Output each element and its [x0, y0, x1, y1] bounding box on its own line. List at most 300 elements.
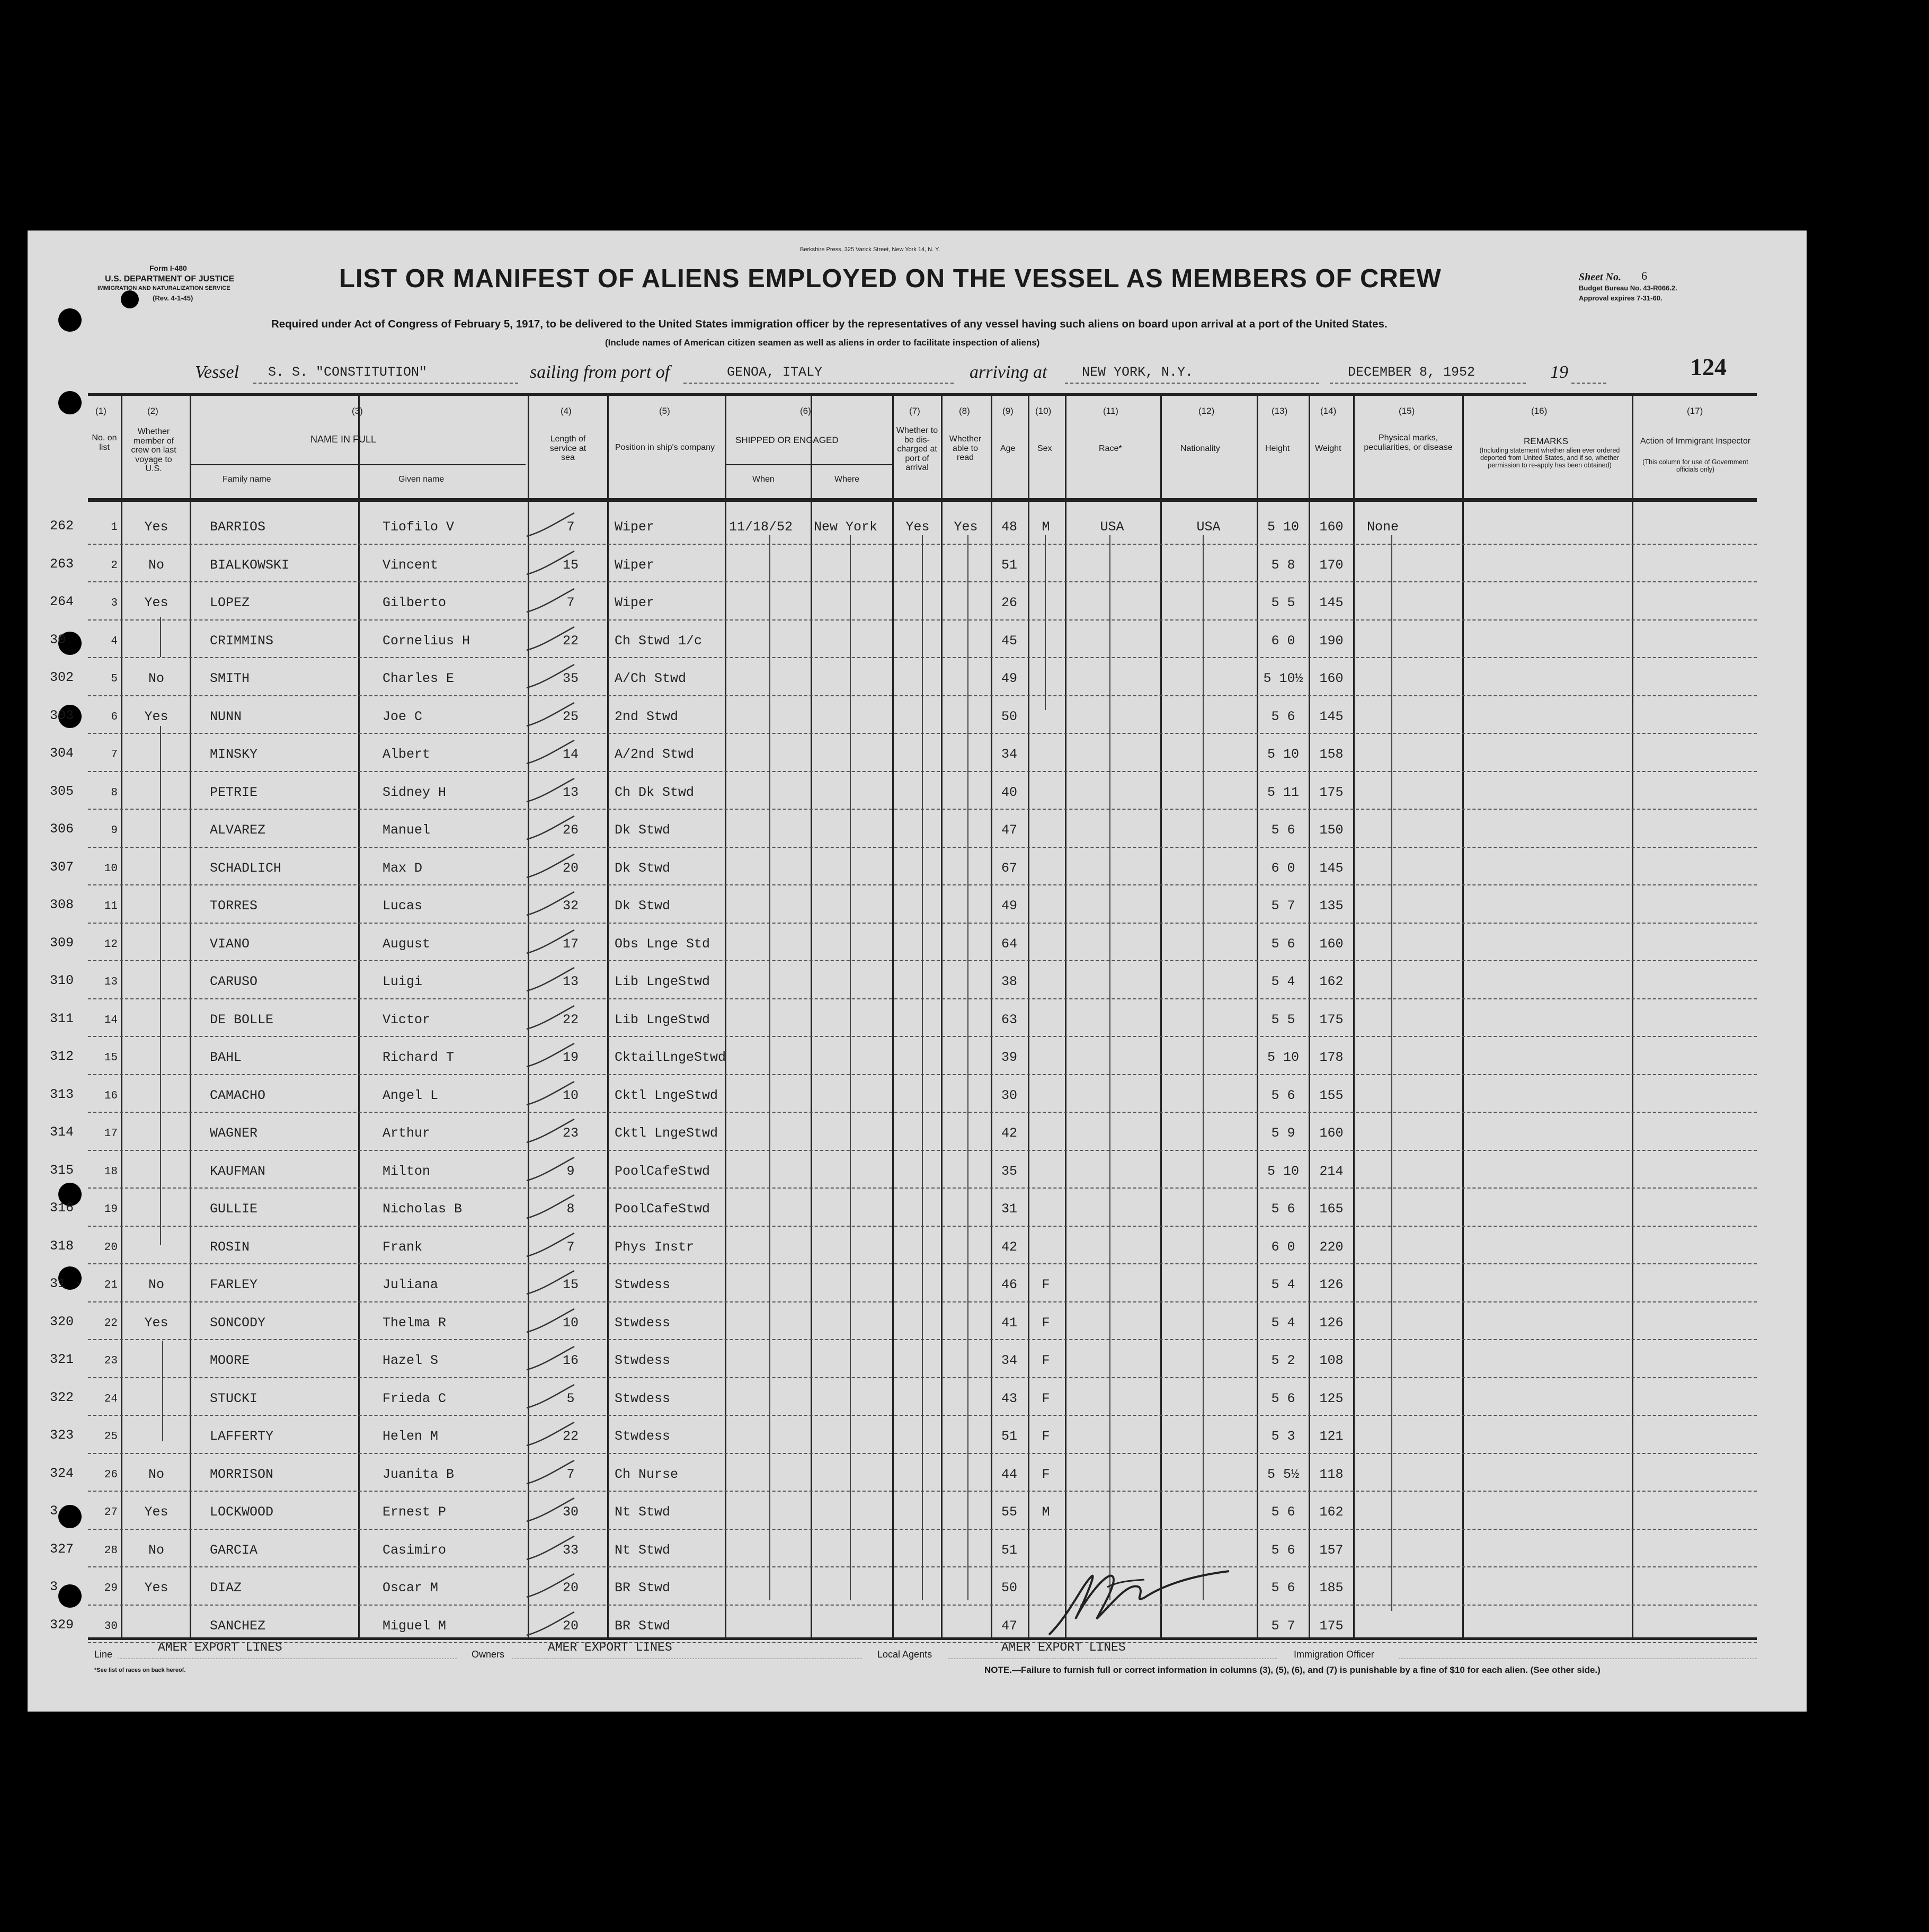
check-tick-mark — [521, 1117, 580, 1149]
service-length: 22 — [562, 633, 579, 649]
ditto-mark — [1109, 535, 1110, 1600]
family-name: BIALKOWSKI — [210, 557, 290, 573]
last-voyage: No — [148, 1466, 164, 1482]
age: 49 — [1001, 898, 1017, 914]
punch-hole — [58, 391, 82, 414]
given-name: Richard T — [383, 1050, 455, 1065]
row-separator — [88, 1642, 1757, 1643]
weight: 220 — [1319, 1239, 1344, 1255]
col8-number: (8) — [959, 406, 970, 416]
height: 5 6 — [1271, 1542, 1295, 1558]
given-name: Helen M — [383, 1429, 439, 1444]
service-length: 20 — [562, 860, 579, 876]
ditto-mark — [160, 726, 161, 1245]
sheet-label: Sheet No. — [1579, 271, 1621, 283]
age: 48 — [1001, 519, 1017, 535]
given-name: Thelma R — [383, 1315, 447, 1331]
service-length: 7 — [566, 519, 575, 535]
given-name: Luigi — [383, 974, 423, 989]
position: Cktl LngeStwd — [615, 1125, 718, 1141]
given-name: Lucas — [383, 898, 423, 914]
age: 51 — [1001, 1542, 1017, 1558]
col17-label: Action of Immigrant Inspector — [1640, 437, 1751, 446]
weight: 155 — [1319, 1087, 1344, 1103]
reference-number: 311 — [50, 1011, 74, 1026]
handwritten-signature — [1038, 1555, 1250, 1640]
sex: F — [1042, 1466, 1050, 1482]
check-tick-mark — [521, 1458, 580, 1490]
check-tick-mark — [521, 890, 580, 921]
check-tick-mark — [521, 1231, 580, 1263]
given-name: Cornelius H — [383, 633, 470, 649]
col1-number: (1) — [95, 406, 106, 416]
service-length: 22 — [562, 1429, 579, 1444]
service-length: 25 — [562, 708, 579, 724]
column-divider — [892, 393, 894, 1637]
reference-number: 318 — [50, 1238, 74, 1254]
weight: 145 — [1319, 708, 1344, 724]
row-number: 24 — [104, 1393, 118, 1405]
vessel-label: Vessel — [195, 362, 239, 382]
service-length: 16 — [562, 1353, 579, 1368]
given-name: Victor — [383, 1012, 431, 1027]
check-tick-mark — [521, 1155, 580, 1187]
reference-number: 262 — [50, 518, 74, 534]
shipped-when: 11/18/52 — [729, 519, 793, 535]
check-tick-mark — [521, 1269, 580, 1300]
date-underline — [1330, 383, 1526, 384]
family-name: CAMACHO — [210, 1087, 266, 1103]
check-tick-mark — [521, 511, 580, 543]
row-number: 7 — [111, 749, 118, 761]
family-name: KAUFMAN — [210, 1163, 266, 1179]
arrival-date: DECEMBER 8, 1952 — [1348, 365, 1475, 380]
weight: 135 — [1319, 898, 1344, 914]
column-divider — [190, 393, 191, 1637]
position: BR Stwd — [615, 1580, 671, 1596]
check-tick-mark — [521, 1344, 580, 1376]
family-name: SONCODY — [210, 1315, 266, 1331]
row-number: 1 — [111, 521, 118, 534]
weight: 125 — [1319, 1390, 1344, 1406]
height: 5 6 — [1271, 708, 1295, 724]
races-note: *See list of races on back hereof. — [94, 1667, 186, 1673]
able-to-read: Yes — [954, 519, 978, 535]
last-voyage: Yes — [144, 1580, 168, 1596]
age: 67 — [1001, 860, 1017, 876]
col5-number: (5) — [659, 406, 670, 416]
position: Stwdess — [615, 1277, 671, 1292]
year-label: 19 — [1550, 362, 1568, 382]
given-name: Milton — [383, 1163, 431, 1179]
family-name: SMITH — [210, 671, 250, 686]
age: 51 — [1001, 557, 1017, 573]
agents-label: Local Agents — [877, 1649, 932, 1660]
check-tick-mark — [521, 1041, 580, 1073]
row-number: 22 — [104, 1317, 118, 1330]
weight: 118 — [1319, 1466, 1344, 1482]
age: 41 — [1001, 1315, 1017, 1331]
height: 5 8 — [1271, 557, 1295, 573]
height: 5 10 — [1267, 747, 1299, 762]
age: 34 — [1001, 747, 1017, 762]
check-tick-mark — [521, 1382, 580, 1414]
reference-number: 315 — [50, 1162, 74, 1178]
col9-label: Age — [1000, 444, 1016, 453]
family-name: ALVAREZ — [210, 822, 266, 838]
service-length: 15 — [562, 557, 579, 573]
family-name: WAGNER — [210, 1125, 258, 1141]
height: 5 7 — [1271, 1618, 1295, 1634]
row-number: 10 — [104, 862, 118, 875]
ditto-mark — [1391, 535, 1392, 1611]
given-name: Juanita B — [383, 1466, 455, 1482]
service-length: 20 — [562, 1580, 579, 1596]
position: Lib LngeStwd — [615, 1012, 710, 1027]
year-underline — [1571, 383, 1606, 384]
given-name: Nicholas B — [383, 1201, 463, 1217]
last-voyage: No — [148, 1277, 164, 1292]
punch-hole — [121, 290, 139, 308]
weight: 165 — [1319, 1201, 1344, 1217]
given-name: Gilberto — [383, 595, 447, 610]
family-name: VIANO — [210, 936, 250, 952]
row-number: 21 — [104, 1279, 118, 1291]
height: 6 0 — [1271, 633, 1295, 649]
age: 45 — [1001, 633, 1017, 649]
ditto-mark — [1045, 535, 1046, 710]
family-name: LAFFERTY — [210, 1429, 274, 1444]
column-divider — [1462, 393, 1464, 1637]
discharged: Yes — [905, 519, 930, 535]
weight: 145 — [1319, 860, 1344, 876]
punch-hole — [58, 308, 82, 332]
reference-number: 3 — [50, 1579, 58, 1594]
height: 5 7 — [1271, 898, 1295, 914]
check-tick-mark — [521, 1534, 580, 1566]
shipped-where: New York — [814, 519, 878, 535]
form-number: Form I-480 — [149, 264, 187, 272]
height: 5 11 — [1267, 784, 1299, 800]
height: 5 6 — [1271, 936, 1295, 952]
position: CktailLngeStwd — [615, 1050, 726, 1065]
approval-expiry: Approval expires 7-31-60. — [1579, 294, 1663, 302]
check-tick-mark — [521, 587, 580, 618]
row-number: 17 — [104, 1128, 118, 1140]
height: 5 6 — [1271, 1390, 1295, 1406]
col5-label: Position in ship's company — [615, 443, 715, 452]
ditto-mark — [967, 535, 968, 1600]
row-number: 2 — [111, 559, 118, 572]
position: 2nd Stwd — [615, 708, 679, 724]
ditto-mark — [160, 617, 161, 657]
reference-number: 320 — [50, 1314, 74, 1330]
table-header-border — [88, 498, 1757, 502]
check-tick-mark — [521, 776, 580, 808]
age: 50 — [1001, 708, 1017, 724]
column-divider — [941, 393, 943, 1637]
column-divider — [991, 393, 992, 1637]
weight: 175 — [1319, 784, 1344, 800]
given-name: Max D — [383, 860, 423, 876]
weight: 214 — [1319, 1163, 1344, 1179]
family-name: SANCHEZ — [210, 1618, 266, 1634]
family-name: LOPEZ — [210, 595, 250, 610]
ditto-mark — [850, 535, 851, 1600]
position: Ch Dk Stwd — [615, 784, 695, 800]
age: 47 — [1001, 1618, 1017, 1634]
port-of-departure: GENOA, ITALY — [727, 365, 823, 380]
row-number: 19 — [104, 1203, 118, 1216]
check-tick-mark — [521, 852, 580, 884]
height: 5 6 — [1271, 822, 1295, 838]
punch-hole — [58, 1505, 82, 1528]
reference-number: 309 — [50, 935, 74, 951]
service-length: 33 — [562, 1542, 579, 1558]
col1-label: No. on list — [92, 433, 117, 452]
document-title: LIST OR MANIFEST OF ALIENS EMPLOYED ON THE VESSEL AS MEMBERS OF CREW — [339, 264, 1442, 293]
height: 5 5½ — [1267, 1466, 1299, 1482]
given-name: Frank — [383, 1239, 423, 1255]
check-tick-mark — [521, 1079, 580, 1111]
weight: 178 — [1319, 1050, 1344, 1065]
age: 44 — [1001, 1466, 1017, 1482]
check-tick-mark — [521, 662, 580, 694]
col15-label: Physical marks, peculiarities, or disease — [1364, 433, 1453, 452]
given-name: Miguel M — [383, 1618, 447, 1634]
service-length: 5 — [566, 1390, 575, 1406]
sex: M — [1042, 1504, 1050, 1520]
given-name: Frieda C — [383, 1390, 447, 1406]
col2-number: (2) — [147, 406, 158, 416]
reference-number: 306 — [50, 821, 74, 837]
given-name: Hazel S — [383, 1353, 439, 1368]
ditto-mark — [1203, 535, 1204, 1600]
age: 64 — [1001, 936, 1017, 952]
column-divider — [607, 393, 609, 1637]
family-name: NUNN — [210, 708, 242, 724]
position: Ch Stwd 1/c — [615, 633, 703, 649]
weight: 185 — [1319, 1580, 1344, 1596]
col9-number: (9) — [1002, 406, 1014, 416]
service-length: 13 — [562, 974, 579, 989]
row-number: 5 — [111, 673, 118, 685]
position: Stwdess — [615, 1353, 671, 1368]
col6-number: (6) — [800, 406, 811, 416]
age: 42 — [1001, 1125, 1017, 1141]
height: 5 10½ — [1263, 671, 1303, 686]
service-length: 15 — [562, 1277, 579, 1292]
age: 38 — [1001, 974, 1017, 989]
col12-label: Nationality — [1180, 444, 1220, 453]
col11-number: (11) — [1103, 406, 1118, 416]
service-length: 10 — [562, 1315, 579, 1331]
given-name: Joe C — [383, 708, 423, 724]
given-name: Angel L — [383, 1087, 439, 1103]
given-name: Charles E — [383, 671, 455, 686]
when-header: When — [752, 475, 775, 484]
col17-number: (17) — [1687, 406, 1703, 416]
where-header: Where — [834, 475, 860, 484]
table-top-border — [88, 393, 1757, 396]
family-name: DE BOLLE — [210, 1012, 274, 1027]
height: 5 10 — [1267, 1050, 1299, 1065]
given-name: Manuel — [383, 822, 431, 838]
col4-number: (4) — [561, 406, 572, 416]
arrival-port: NEW YORK, N.Y. — [1082, 365, 1194, 380]
position: Obs Lnge Std — [615, 936, 710, 952]
name-subheader-line — [190, 464, 526, 465]
height: 6 0 — [1271, 860, 1295, 876]
family-name: GARCIA — [210, 1542, 258, 1558]
check-tick-mark — [521, 928, 580, 960]
last-voyage: Yes — [144, 1504, 168, 1520]
check-tick-mark — [521, 1420, 580, 1452]
family-name: BAHL — [210, 1050, 242, 1065]
row-number: 29 — [104, 1582, 118, 1594]
column-divider — [1257, 393, 1258, 1637]
reference-number: 31 — [50, 1276, 66, 1291]
service-length: 7 — [566, 1466, 575, 1482]
height: 6 0 — [1271, 1239, 1295, 1255]
given-name: Sidney H — [383, 784, 447, 800]
weight: 158 — [1319, 747, 1344, 762]
age: 55 — [1001, 1504, 1017, 1520]
position: Dk Stwd — [615, 860, 671, 876]
service-length: 30 — [562, 1504, 579, 1520]
sex: F — [1042, 1315, 1050, 1331]
check-tick-mark — [521, 549, 580, 581]
weight: 162 — [1319, 974, 1344, 989]
sheet-number: 6 — [1641, 269, 1647, 282]
height: 5 6 — [1271, 1201, 1295, 1217]
reference-number: 324 — [50, 1465, 74, 1481]
penalty-note: NOTE.—Failure to furnish full or correct information in columns (3), (5), (6), and (7) is punishable by a fine of $10 for each alien. (See other side.) — [984, 1665, 1601, 1675]
sailing-label: sailing from port of — [530, 362, 670, 382]
check-tick-mark — [521, 1193, 580, 1225]
height: 5 4 — [1271, 1277, 1295, 1292]
arriving-label: arriving at — [970, 362, 1047, 382]
row-number: 11 — [104, 900, 118, 912]
age: 46 — [1001, 1277, 1017, 1292]
col4-label: Length of service at sea — [549, 435, 586, 463]
reference-number: 264 — [50, 594, 74, 609]
col15-number: (15) — [1399, 406, 1415, 416]
age: 40 — [1001, 784, 1017, 800]
given-name-header: Given name — [398, 475, 445, 484]
family-name: TORRES — [210, 898, 258, 914]
col16-sublabel: (Including statement whether alien ever ordered deported from United States, and if so, whether permission to re-apply has been obtained) — [1479, 447, 1620, 469]
position: Wiper — [615, 595, 655, 610]
reference-number: 316 — [50, 1200, 74, 1216]
col17-sublabel: (This column for use of Government officials only) — [1642, 458, 1748, 473]
arrival-underline — [1065, 383, 1319, 384]
reference-number: 263 — [50, 556, 74, 572]
weight: 126 — [1319, 1277, 1344, 1292]
position: PoolCafeStwd — [615, 1201, 710, 1217]
given-name: August — [383, 936, 431, 952]
column-divider — [725, 393, 726, 1637]
height: 5 5 — [1271, 595, 1295, 610]
row-number: 14 — [104, 1014, 118, 1026]
height: 5 10 — [1267, 1163, 1299, 1179]
last-voyage: Yes — [144, 1315, 168, 1331]
last-voyage: Yes — [144, 519, 168, 535]
reference-number: 302 — [50, 670, 74, 685]
age: 34 — [1001, 1353, 1017, 1368]
height: 5 6 — [1271, 1087, 1295, 1103]
check-tick-mark — [521, 1610, 580, 1642]
reference-number: 3 — [50, 1503, 58, 1519]
col2-label: Whether member of crew on last voyage to U.S. — [131, 427, 176, 474]
position: Dk Stwd — [615, 822, 671, 838]
height: 5 5 — [1271, 1012, 1295, 1027]
nationality: USA — [1196, 519, 1221, 535]
check-tick-mark — [521, 814, 580, 846]
service-length: 13 — [562, 784, 579, 800]
row-number: 9 — [111, 825, 118, 837]
col8-label: Whether able to read — [949, 435, 982, 463]
weight: 160 — [1319, 1125, 1344, 1141]
weight: 175 — [1319, 1012, 1344, 1027]
family-name: SCHADLICH — [210, 860, 282, 876]
col13-number: (13) — [1272, 406, 1288, 416]
row-number: 3 — [111, 597, 118, 609]
column-divider — [1632, 393, 1633, 1637]
family-name: MINSKY — [210, 747, 258, 762]
row-number: 13 — [104, 976, 118, 988]
reference-number: 314 — [50, 1124, 74, 1140]
col11-label: Race* — [1099, 444, 1122, 453]
service-length: 14 — [562, 747, 579, 762]
height: 5 9 — [1271, 1125, 1295, 1141]
last-voyage: No — [148, 1542, 164, 1558]
service-length: 7 — [566, 1239, 575, 1255]
age: 30 — [1001, 1087, 1017, 1103]
position: A/Ch Stwd — [615, 671, 687, 686]
service-length: 22 — [562, 1012, 579, 1027]
column-divider — [1353, 393, 1355, 1637]
col7-label: Whether to be dis-charged at port of arrival — [896, 426, 938, 473]
owners-label: Owners — [472, 1649, 505, 1660]
position: Nt Stwd — [615, 1504, 671, 1520]
height: 5 6 — [1271, 1580, 1295, 1596]
sex: F — [1042, 1429, 1050, 1444]
service: IMMIGRATION AND NATURALIZATION SERVICE — [97, 285, 230, 291]
col7-number: (7) — [909, 406, 920, 416]
reference-number: 303 — [50, 707, 74, 723]
printer-line: Berkshire Press, 325 Varick Street, New York 14, N. Y. — [800, 246, 940, 253]
height: 5 4 — [1271, 1315, 1295, 1331]
column-divider — [121, 393, 122, 1637]
given-name: Albert — [383, 747, 431, 762]
position: Nt Stwd — [615, 1542, 671, 1558]
row-number: 18 — [104, 1165, 118, 1178]
service-length: 35 — [562, 671, 579, 686]
family-name: DIAZ — [210, 1580, 242, 1596]
row-number: 25 — [104, 1431, 118, 1443]
row-number: 20 — [104, 1241, 118, 1254]
column-divider — [1028, 393, 1029, 1637]
position: Wiper — [615, 519, 655, 535]
position: A/2nd Stwd — [615, 747, 695, 762]
age: 39 — [1001, 1050, 1017, 1065]
col10-label: Sex — [1037, 444, 1052, 453]
last-voyage: No — [148, 671, 164, 686]
row-number: 30 — [104, 1620, 118, 1633]
col10-number: (10) — [1035, 406, 1052, 416]
family-name: STUCKI — [210, 1390, 258, 1406]
